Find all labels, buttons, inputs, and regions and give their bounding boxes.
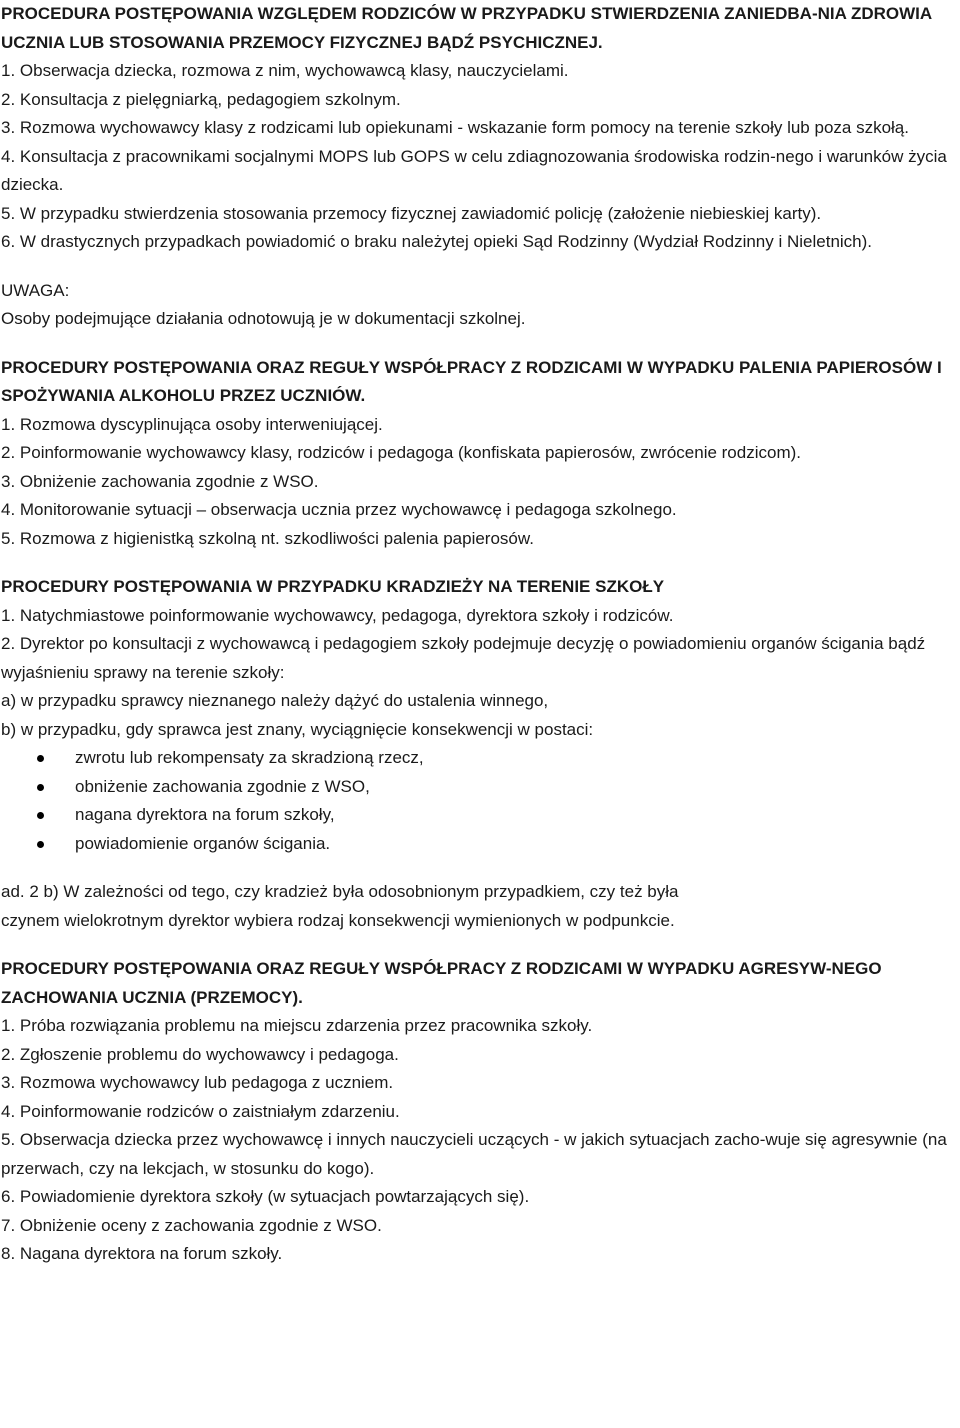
list-item: 5. Obserwacja dziecka przez wychowawcę i innych nauczycieli uczących - w jakich sytuacjach zacho-wuje się agresywnie (na przerwach, czy na lekcjach, w stosunku do kogo). bbox=[1, 1130, 947, 1178]
list-item: 2. Konsultacja z pielęgniarką, pedagogiem szkolnym. bbox=[1, 89, 401, 109]
section-aggression-procedure bbox=[1, 955, 958, 1269]
list-item: b) w przypadku, gdy sprawca jest znany, wyciągnięcie konsekwencji w postaci: bbox=[1, 719, 594, 739]
bullet-text: nagana dyrektora na forum szkoły, bbox=[75, 805, 335, 824]
list-item: 4. Poinformowanie rodziców o zaistniałym zdarzeniu. bbox=[1, 1101, 400, 1121]
list-item: 5. W przypadku stwierdzenia stosowania przemocy fizycznej zawiadomić policję (założenie niebieskiej karty). bbox=[1, 203, 822, 223]
bullet-text: zwrotu lub rekompensaty za skradzioną rzecz, bbox=[75, 748, 424, 767]
list-item: 6. Powiadomienie dyrektora szkoły (w sytuacjach powtarzających się). bbox=[1, 1187, 530, 1206]
bullet-item bbox=[75, 773, 958, 802]
consequences-list bbox=[1, 744, 958, 858]
section-smoking-alcohol-procedure bbox=[1, 354, 958, 554]
list-item: 3. Rozmowa wychowawcy lub pedagoga z uczniem. bbox=[1, 1073, 394, 1092]
section-theft-procedure bbox=[1, 573, 958, 935]
list-item: 3. Obniżenie zachowania zgodnie z WSO. bbox=[1, 471, 319, 491]
bullet-item bbox=[75, 830, 958, 859]
list-item: 1. Rozmowa dyscyplinująca osoby interweniującej. bbox=[1, 414, 383, 434]
note-text: Osoby podejmujące działania odnotowują je w dokumentacji szkolnej. bbox=[1, 309, 526, 328]
remark-line: czynem wielokrotnym dyrektor wybiera rodzaj konsekwencji wymienionych w podpunkcie. bbox=[1, 910, 675, 930]
section-heading: PROCEDURY POSTĘPOWANIA ORAZ REGUŁY WSPÓŁPRACY Z RODZICAMI W WYPADKU AGRESYW-NEGO ZACHOWANIA UCZNIA (PRZEMOCY). bbox=[1, 959, 882, 1007]
list-item: 1. Obserwacja dziecka, rozmowa z nim, wychowawcą klasy, nauczycielami. bbox=[1, 61, 569, 80]
list-item: 3. Rozmowa wychowawcy klasy z rodzicami lub opiekunami - wskazanie form pomocy na terenie szkoły lub poza szkołą. bbox=[1, 118, 909, 137]
section-heading: PROCEDURA POSTĘPOWANIA WZGLĘDEM RODZICÓW W PRZYPADKU STWIERDZENIA ZANIEDBA-NIA ZDROWIA UCZNIA LUB STOSOWANIA PRZEMOCY FIZYCZNEJ BĄDŹ PSYCHICZNEJ. bbox=[1, 4, 932, 52]
bullet-icon bbox=[37, 812, 44, 819]
bullet-text: obniżenie zachowania zgodnie z WSO, bbox=[75, 776, 370, 796]
list-item: 2. Dyrektor po konsultacji z wychowawcą i pedagogiem szkoły podejmuje decyzję o powiadomieniu organów ścigania bądź wyjaśnieniu sprawy na terenie szkoły: bbox=[1, 634, 926, 682]
bullet-icon bbox=[37, 784, 44, 791]
bullet-item bbox=[75, 801, 958, 830]
list-item: 1. Próba rozwiązania problemu na miejscu zdarzenia przez pracownika szkoły. bbox=[1, 1016, 593, 1035]
bullet-text: powiadomienie organów ścigania. bbox=[75, 833, 331, 853]
list-item: 1. Natychmiastowe poinformowanie wychowawcy, pedagoga, dyrektora szkoły i rodziców. bbox=[1, 605, 674, 625]
remark-line: ad. 2 b) W zależności od tego, czy kradzież była odosobnionym przypadkiem, czy też była bbox=[1, 882, 679, 901]
bullet-icon bbox=[37, 841, 44, 848]
bullet-item bbox=[75, 744, 958, 773]
list-item: 6. W drastycznych przypadkach powiadomić o braku należytej opieki Sąd Rodzinny (Wydział Rodzinny i Nieletnich). bbox=[1, 232, 873, 251]
list-item: a) w przypadku sprawcy nieznanego należy dążyć do ustalenia winnego, bbox=[1, 691, 549, 710]
list-item: 4. Konsultacja z pracownikami socjalnymi MOPS lub GOPS w celu zdiagnozowania środowiska rodzin-nego i warunków życia dziecka. bbox=[1, 146, 947, 194]
note-label: UWAGA: bbox=[1, 280, 70, 300]
section-heading: PROCEDURY POSTĘPOWANIA ORAZ REGUŁY WSPÓŁPRACY Z RODZICAMI W WYPADKU PALENIA PAPIEROSÓW I SPOŻYWANIA ALKOHOLU PRZEZ UCZNIÓW. bbox=[1, 357, 942, 405]
section-heading: PROCEDURY POSTĘPOWANIA W PRZYPADKU KRADZIEŻY NA TERENIE SZKOŁY bbox=[1, 577, 665, 596]
list-item: 2. Poinformowanie wychowawcy klasy, rodziców i pedagoga (konfiskata papierosów, zwrócenie rodzicom). bbox=[1, 443, 801, 462]
list-item: 7. Obniżenie oceny z zachowania zgodnie z WSO. bbox=[1, 1215, 382, 1235]
list-item: 5. Rozmowa z higienistką szkolną nt. szkodliwości palenia papierosów. bbox=[1, 528, 534, 548]
section-neglect-procedure bbox=[1, 0, 958, 334]
list-item: 4. Monitorowanie sytuacji – obserwacja ucznia przez wychowawcę i pedagoga szkolnego. bbox=[1, 500, 677, 519]
bullet-icon bbox=[37, 755, 44, 762]
list-item: 2. Zgłoszenie problemu do wychowawcy i pedagoga. bbox=[1, 1044, 399, 1064]
list-item: 8. Nagana dyrektora na forum szkoły. bbox=[1, 1244, 283, 1263]
